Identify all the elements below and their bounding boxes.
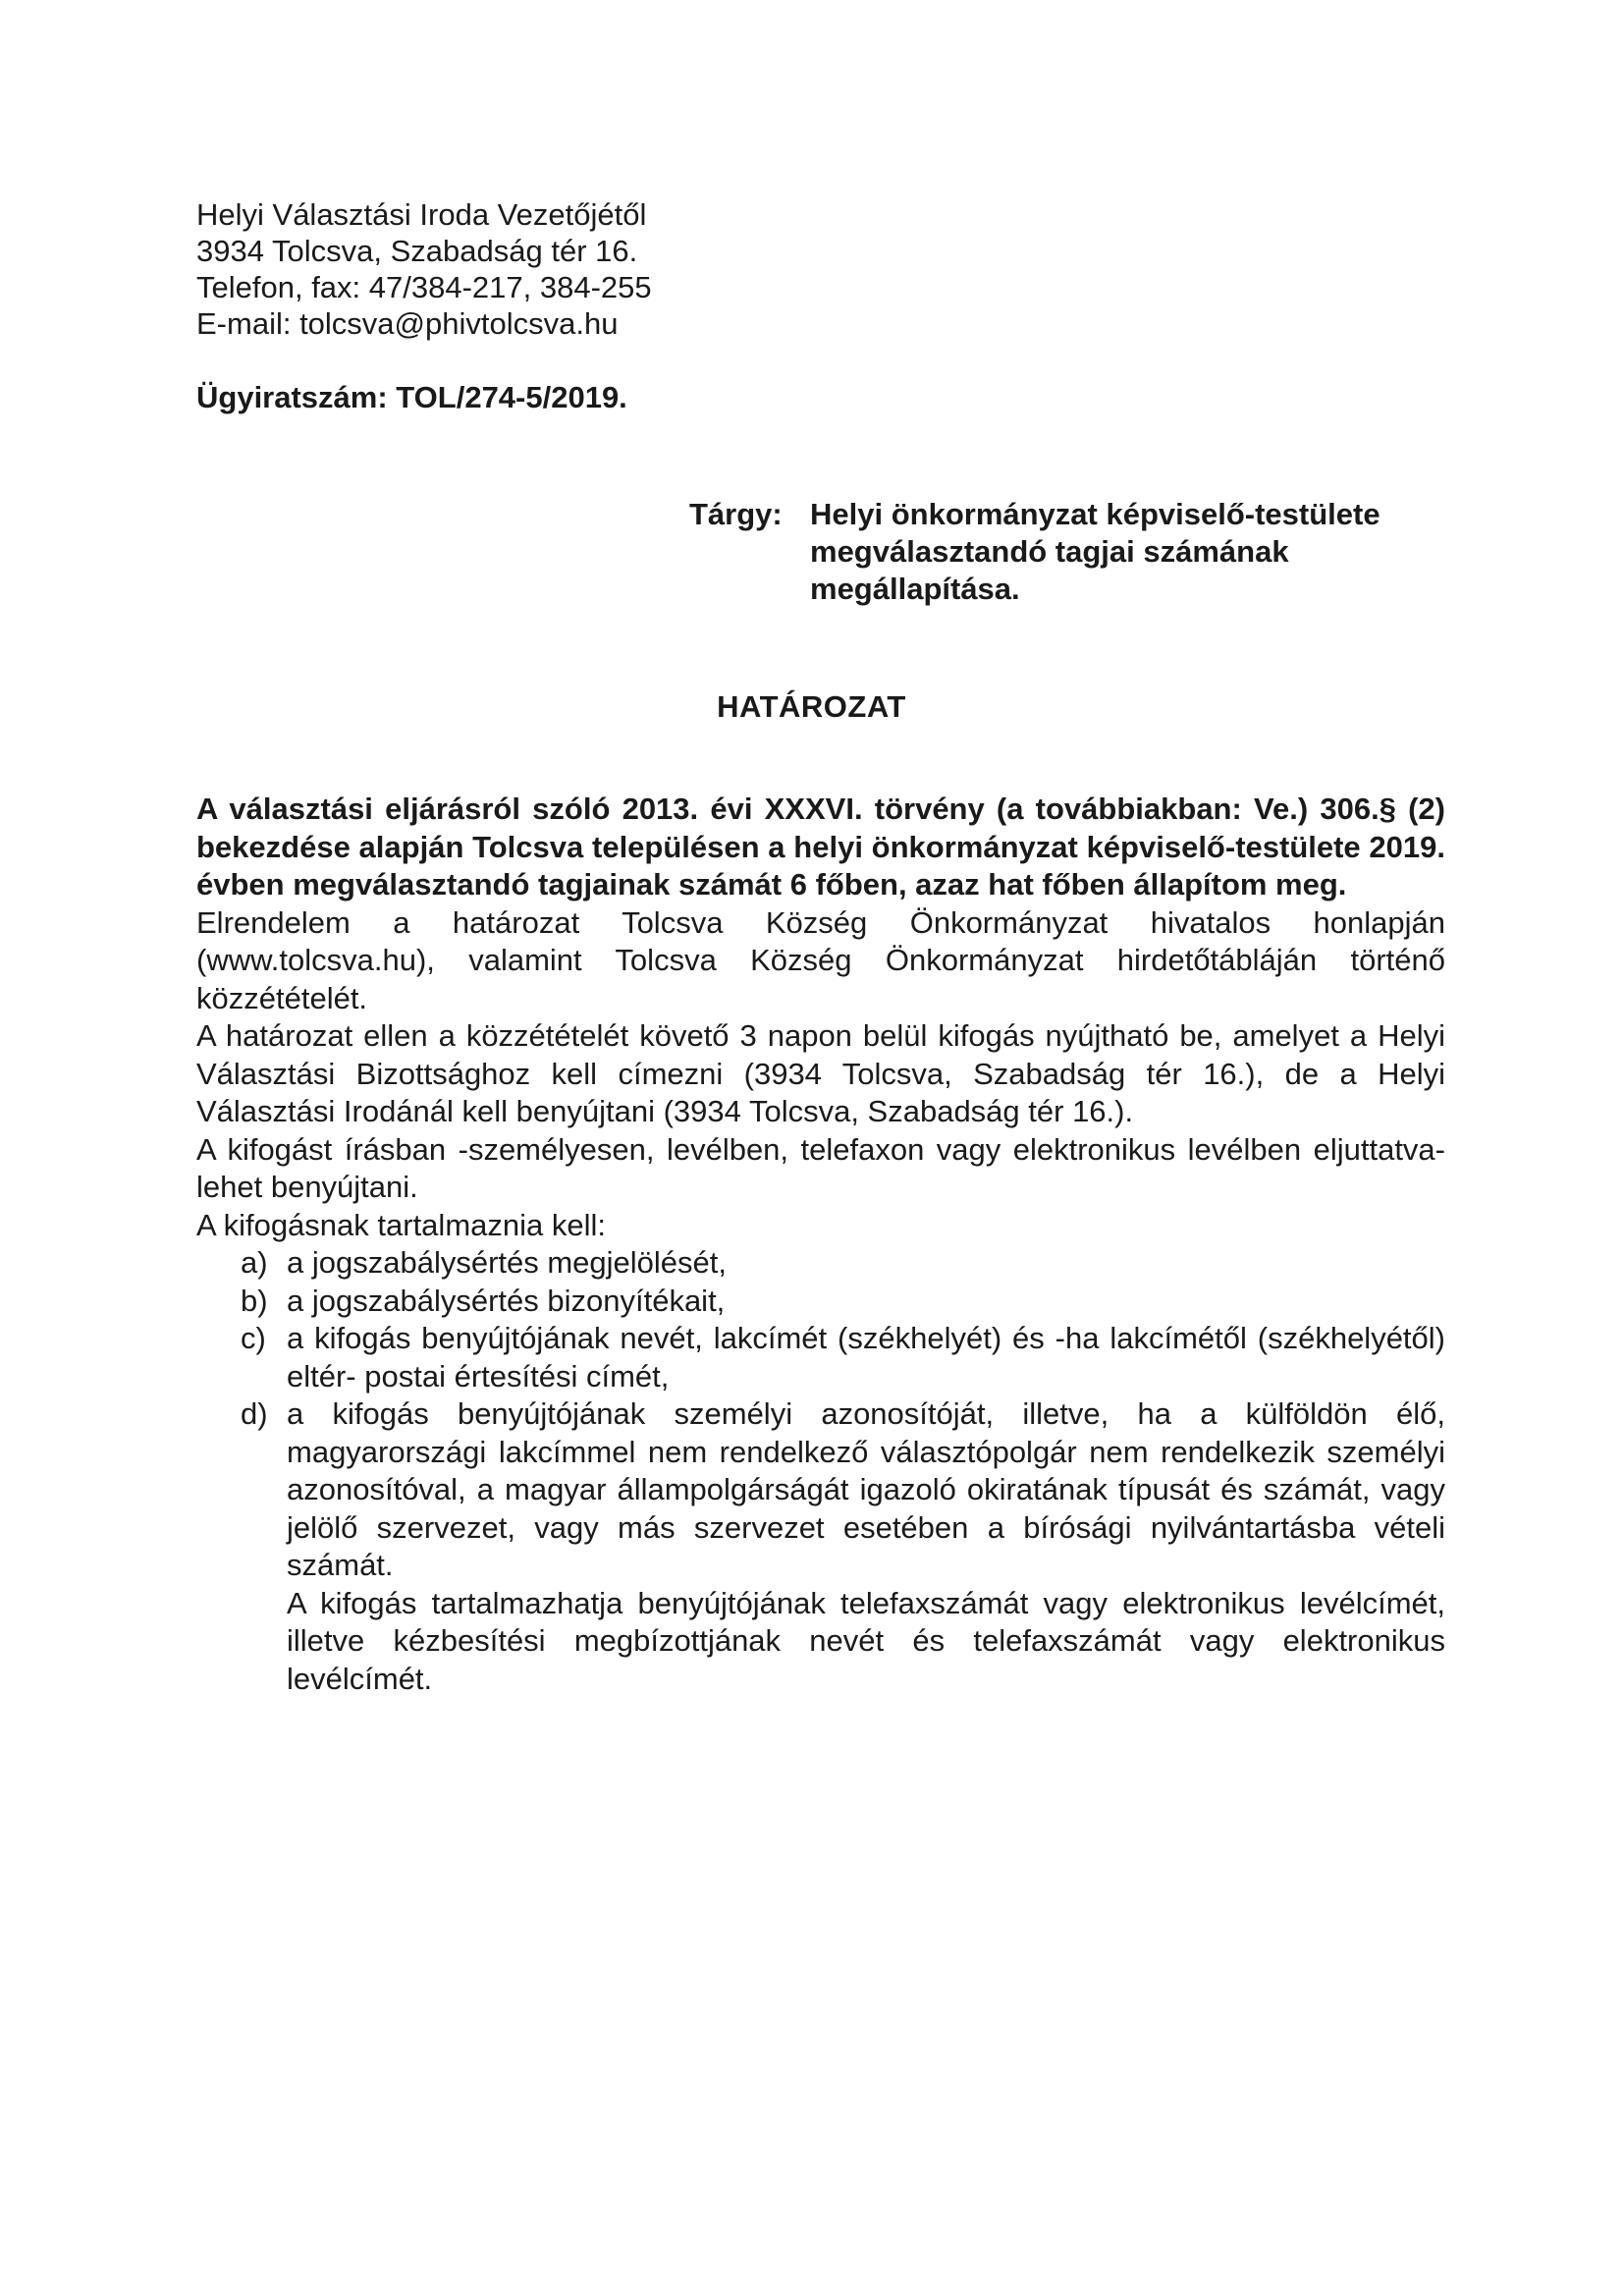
sender-phone-fax: Telefon, fax: 47/384-217, 384-255 (196, 270, 652, 304)
list-item-text: a kifogás benyújtójának személyi azonosítóját, illetve, ha a külföldön élő, magyarországi lakcímmel nem rendelkező választópolgár nem rendelkezik személyi azonosítóval, a magyar állampolgárságát igazoló okiratának típusát és számát, vagy jelölő szervezet, vagy más szervezet esetében a bírósági nyilvántartásba vételi számát. (287, 1396, 1445, 1582)
case-number: Ügyiratszám: TOL/274-5/2019. (196, 380, 627, 414)
decision-title: HATÁROZAT (717, 689, 906, 724)
subject-block (689, 496, 1455, 608)
sender-office: Helyi Választási Iroda Vezetőjétől (196, 197, 647, 232)
publication-paragraph: Elrendelem a határozat Tolcsva Község Önkormányzat hivatalos honlapján (www.tolcsva.hu), valamint Tolcsva Község Önkormányzat hirdetőtábláján történő közzétételét. (196, 904, 1445, 1015)
optional-contents-paragraph: A kifogás tartalmazhatja benyújtójának telefaxszámát vagy elektronikus levélcímét, illetve kézbesítési megbízottjának nevét és telefaxszámát vagy elektronikus levélcímét. (287, 1585, 1445, 1696)
list-item-letter: b) (241, 1283, 268, 1318)
list-item-text: a jogszabálysértés megjelölését, (287, 1245, 728, 1280)
subject-label: Tárgy: (689, 497, 783, 531)
list-item-text: a kifogás benyújtójának nevét, lakcímét (székhelyét) és -ha lakcímétől (székhelyétől) eltér- postai értesítési címét, (287, 1321, 1445, 1394)
list-item (196, 1283, 1445, 1321)
list-item (196, 1244, 1445, 1283)
list-item (196, 1395, 1445, 1585)
list-item (196, 1320, 1445, 1395)
list-item-letter: d) (241, 1396, 268, 1431)
list-item-letter: a) (241, 1245, 268, 1280)
contents-intro: A kifogásnak tartalmaznia kell: (196, 1207, 606, 1242)
subject-text: Helyi önkormányzat képviselő-testülete megválasztandó tagjai számának megállapítása. (810, 497, 1380, 606)
decision-text: A választási eljárásról szóló 2013. évi XXXVI. törvény (a továbbiakban: Ve.) 306.§ (2) bekezdése alapján Tolcsva településen a helyi önkormányzat képviselő-testülete 2019. évben megválasztandó tagjainak számát 6 főben, azaz hat főben állapítom meg. (196, 792, 1445, 902)
decision-body (196, 791, 1445, 1698)
sender-block (196, 196, 652, 342)
list-item-letter: c) (241, 1321, 266, 1355)
requirements-list (196, 1244, 1445, 1585)
form-paragraph: A kifogást írásban -személyesen, levélben, telefaxon vagy elektronikus levélben eljuttatva- lehet benyújtani. (196, 1131, 1445, 1204)
appeal-paragraph: A határozat ellen a közzétételét követő 3 napon belül kifogás nyújtható be, amelyet a Helyi Választási Bizottsághoz kell címezni (3934 Tolcsva, Szabadság tér 16.), de a Helyi Választási Irodánál kell benyújtani (3934 Tolcsva, Szabadság tér 16.). (196, 1018, 1445, 1128)
list-item-text: a jogszabálysértés bizonyítékait, (287, 1283, 726, 1318)
sender-address: 3934 Tolcsva, Szabadság tér 16. (196, 234, 638, 268)
sender-email: E-mail: tolcsva@phivtolcsva.hu (196, 306, 619, 341)
